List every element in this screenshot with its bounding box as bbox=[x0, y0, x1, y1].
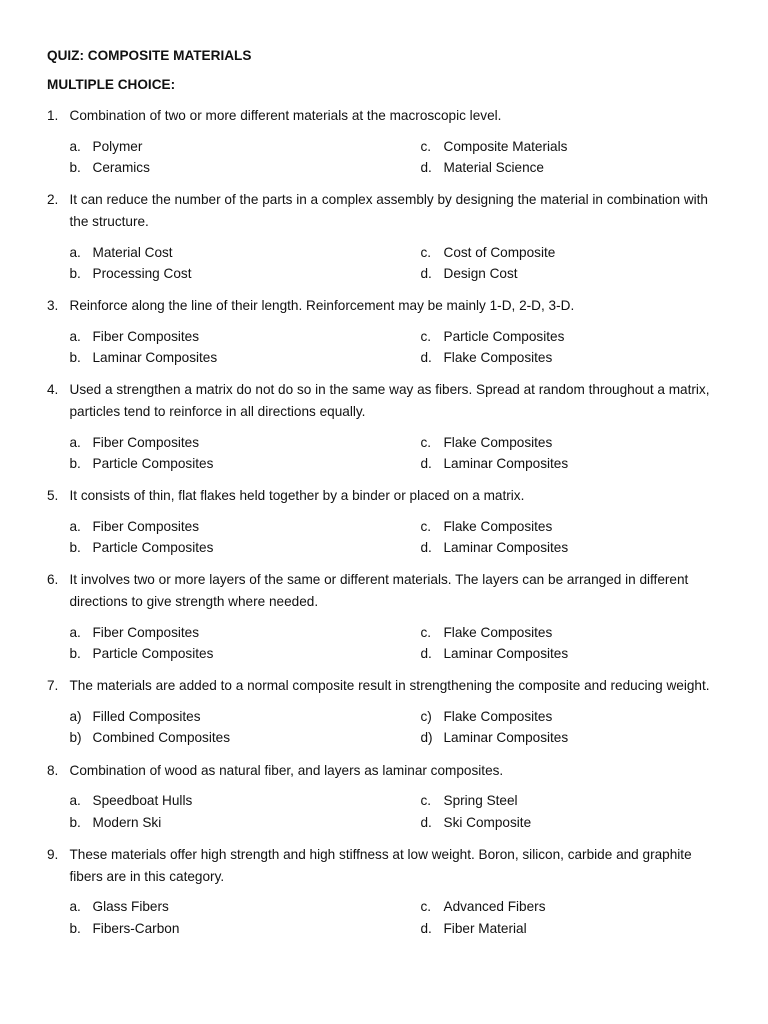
answer-choice bbox=[70, 516, 421, 537]
answer-choices bbox=[70, 432, 728, 474]
question-text: It consists of thin, flat flakes held together by a binder or placed on a matrix. bbox=[69, 488, 525, 504]
choice-label: a. bbox=[69, 793, 81, 809]
choice-label: a. bbox=[69, 434, 81, 450]
answer-choice bbox=[70, 432, 421, 453]
choice-text: Modern Ski bbox=[92, 814, 162, 830]
question-text: Combination of wood as natural fiber, and layers as laminar composites. bbox=[69, 762, 504, 778]
answer-choice bbox=[70, 326, 421, 347]
choice-label: c. bbox=[420, 244, 432, 260]
question-item bbox=[47, 189, 727, 284]
question-number: 1. bbox=[47, 108, 59, 123]
choice-label: a. bbox=[69, 328, 81, 344]
answer-choice bbox=[421, 918, 701, 939]
choice-label: a. bbox=[69, 244, 81, 260]
answer-choices bbox=[70, 516, 728, 558]
question-stem bbox=[47, 379, 727, 423]
answer-choice bbox=[70, 896, 421, 917]
question-item bbox=[47, 105, 727, 178]
question-stem bbox=[47, 485, 727, 507]
choice-label: b. bbox=[69, 814, 81, 830]
answer-choice bbox=[421, 537, 701, 558]
choice-label: b. bbox=[69, 920, 81, 936]
choice-label: a. bbox=[69, 519, 81, 535]
choice-text: Fiber Composites bbox=[92, 434, 200, 450]
choice-text: Filled Composites bbox=[92, 709, 201, 725]
choice-label: c. bbox=[420, 519, 432, 535]
choice-label: b. bbox=[69, 646, 81, 662]
question-stem bbox=[47, 295, 727, 317]
answer-choice bbox=[421, 727, 701, 748]
answer-choices bbox=[70, 136, 728, 178]
choice-text: Fibers-Carbon bbox=[92, 920, 180, 936]
choice-text: Laminar Composites bbox=[443, 540, 569, 556]
answer-choices bbox=[70, 790, 728, 832]
choice-text: Advanced Fibers bbox=[443, 899, 546, 915]
answer-choice bbox=[421, 790, 701, 811]
choice-text: Flake Composites bbox=[443, 434, 553, 450]
answer-choice bbox=[421, 242, 701, 263]
answer-choices bbox=[70, 242, 728, 284]
choice-label: d. bbox=[420, 540, 432, 556]
answer-choices bbox=[70, 706, 728, 748]
answer-choice bbox=[70, 537, 421, 558]
choice-text: Speedboat Hulls bbox=[92, 793, 193, 809]
choice-text: Combined Composites bbox=[92, 730, 231, 746]
question-stem bbox=[47, 105, 727, 127]
choice-label: c. bbox=[420, 625, 432, 641]
answer-choice bbox=[421, 453, 701, 474]
choice-text: Flake Composites bbox=[443, 625, 553, 641]
choice-label: a. bbox=[69, 899, 81, 915]
choice-label: d. bbox=[420, 814, 432, 830]
choice-label: d. bbox=[420, 920, 432, 936]
choice-text: Particle Composites bbox=[92, 646, 214, 662]
choice-text: Polymer bbox=[92, 138, 143, 154]
answer-choice bbox=[421, 643, 701, 664]
answer-choice bbox=[421, 347, 701, 368]
choice-label: c. bbox=[420, 138, 432, 154]
choice-label: d. bbox=[420, 646, 432, 662]
choice-label: c. bbox=[420, 899, 432, 915]
answer-choice bbox=[70, 622, 421, 643]
section-heading: MULTIPLE CHOICE: bbox=[47, 77, 176, 92]
choice-text: Material Science bbox=[443, 159, 544, 175]
choice-text: Flake Composites bbox=[443, 709, 553, 725]
choice-label: b. bbox=[69, 540, 81, 556]
choice-label: d) bbox=[420, 730, 433, 746]
question-stem bbox=[47, 675, 727, 697]
quiz-title: QUIZ: COMPOSITE MATERIALS bbox=[47, 48, 252, 63]
choice-label: c. bbox=[420, 434, 432, 450]
answer-choice bbox=[70, 790, 421, 811]
choice-label: a. bbox=[69, 138, 81, 154]
question-text: Used a strengthen a matrix do not do so in the same way as fibers. Spread at random throughout a matrix, particles tend to reinforce in all directions equally. bbox=[69, 382, 710, 420]
choice-text: Flake Composites bbox=[443, 350, 553, 366]
choice-text: Ski Composite bbox=[443, 814, 532, 830]
choice-text: Cost of Composite bbox=[443, 244, 556, 260]
answer-choice bbox=[421, 812, 701, 833]
answer-choice bbox=[70, 706, 421, 727]
answer-choices bbox=[70, 326, 728, 368]
question-stem bbox=[47, 844, 727, 888]
answer-choice bbox=[70, 136, 421, 157]
choice-text: Material Cost bbox=[92, 244, 173, 260]
question-item bbox=[47, 379, 727, 474]
question-number: 6. bbox=[47, 572, 59, 588]
question-stem bbox=[47, 760, 727, 782]
choice-label: b. bbox=[69, 265, 81, 281]
answer-choice bbox=[421, 157, 701, 178]
question-number: 3. bbox=[47, 298, 59, 314]
question-list bbox=[47, 105, 727, 939]
question-item bbox=[47, 485, 727, 558]
question-item bbox=[47, 295, 727, 368]
question-text: These materials offer high strength and high stiffness at low weight. Boron, silicon, carbide and graphite fibers are in this category. bbox=[69, 846, 692, 884]
question-item bbox=[47, 760, 727, 833]
choice-text: Particle Composites bbox=[443, 328, 565, 344]
choice-text: Composite Materials bbox=[443, 138, 568, 154]
answer-choice bbox=[421, 432, 701, 453]
question-item bbox=[47, 675, 727, 748]
question-text: Reinforce along the line of their length. Reinforcement may be mainly 1-D, 2-D, 3-D. bbox=[69, 298, 575, 314]
question-stem bbox=[47, 189, 727, 233]
question-text: Combination of two or more different materials at the macroscopic level. bbox=[69, 108, 502, 123]
choice-label: b) bbox=[69, 730, 82, 746]
question-item bbox=[47, 569, 727, 664]
question-number: 2. bbox=[47, 192, 59, 208]
choice-label: c. bbox=[420, 793, 432, 809]
choice-text: Particle Composites bbox=[92, 540, 214, 556]
choice-label: d. bbox=[420, 265, 432, 281]
choice-text: Laminar Composites bbox=[443, 730, 569, 746]
choice-label: d. bbox=[420, 159, 432, 175]
question-number: 7. bbox=[47, 678, 59, 694]
answer-choice bbox=[421, 896, 701, 917]
question-item bbox=[47, 844, 727, 939]
choice-label: d. bbox=[420, 350, 432, 366]
answer-choice bbox=[70, 643, 421, 664]
choice-text: Glass Fibers bbox=[92, 899, 169, 915]
choice-label: c. bbox=[420, 328, 432, 344]
choice-text: Spring Steel bbox=[443, 793, 518, 809]
question-number: 4. bbox=[47, 382, 59, 398]
answer-choice bbox=[70, 263, 421, 284]
answer-choice bbox=[70, 918, 421, 939]
answer-choice bbox=[421, 516, 701, 537]
question-stem bbox=[47, 569, 727, 613]
answer-choice bbox=[70, 347, 421, 368]
answer-choice bbox=[70, 812, 421, 833]
choice-text: Laminar Composites bbox=[92, 350, 218, 366]
answer-choice bbox=[421, 136, 701, 157]
choice-label: b. bbox=[69, 456, 81, 472]
choice-text: Particle Composites bbox=[92, 456, 214, 472]
answer-choice bbox=[421, 326, 701, 347]
answer-choice bbox=[70, 157, 421, 178]
choice-text: Fiber Composites bbox=[92, 519, 200, 535]
choice-text: Ceramics bbox=[92, 159, 150, 175]
choice-label: c) bbox=[420, 709, 432, 725]
question-number: 8. bbox=[47, 762, 59, 778]
choice-label: a. bbox=[69, 625, 81, 641]
choice-label: a) bbox=[69, 709, 82, 725]
choice-text: Fiber Composites bbox=[92, 328, 200, 344]
answer-choice bbox=[70, 453, 421, 474]
question-text: It involves two or more layers of the same or different materials. The layers can be arranged in different directions to give strength where needed. bbox=[69, 572, 689, 610]
choice-text: Flake Composites bbox=[443, 519, 553, 535]
choice-text: Laminar Composites bbox=[443, 456, 569, 472]
answer-choice bbox=[421, 706, 701, 727]
answer-choice bbox=[421, 622, 701, 643]
choice-text: Fiber Composites bbox=[92, 625, 200, 641]
choice-text: Laminar Composites bbox=[443, 646, 569, 662]
answer-choices bbox=[70, 622, 728, 664]
quiz-page bbox=[47, 46, 727, 939]
choice-label: b. bbox=[69, 350, 81, 366]
question-number: 9. bbox=[47, 846, 59, 862]
question-number: 5. bbox=[47, 488, 59, 504]
choice-text: Fiber Material bbox=[443, 920, 527, 936]
answer-choice bbox=[421, 263, 701, 284]
answer-choices bbox=[70, 896, 728, 938]
choice-text: Design Cost bbox=[443, 265, 518, 281]
choice-text: Processing Cost bbox=[92, 265, 192, 281]
question-text: It can reduce the number of the parts in a complex assembly by designing the material in combination with the structure. bbox=[69, 192, 708, 229]
question-text: The materials are added to a normal composite result in strengthening the composite and reducing weight. bbox=[69, 678, 710, 694]
choice-label: b. bbox=[69, 159, 81, 175]
answer-choice bbox=[70, 727, 421, 748]
answer-choice bbox=[70, 242, 421, 263]
choice-label: d. bbox=[420, 456, 432, 472]
